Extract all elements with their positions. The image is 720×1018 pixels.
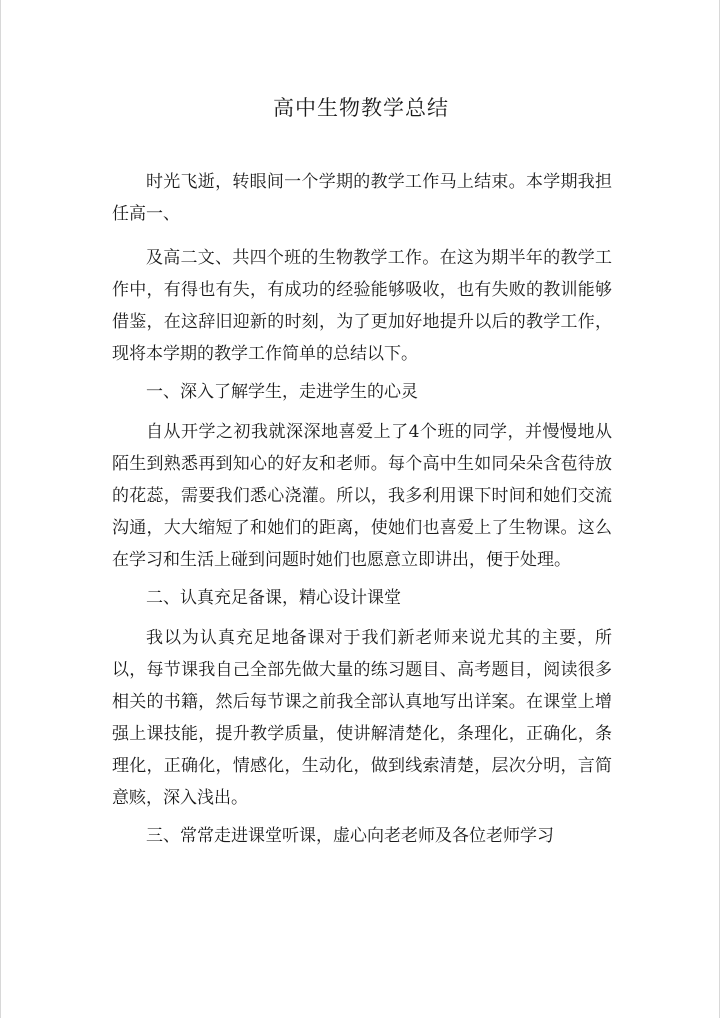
paragraph-intro: 时光飞逝，转眼间一个学期的教学工作马上结束。本学期我担任高一、	[112, 172, 612, 224]
section-heading-3: 三、常常走进课堂听课，虚心向老老师及各位老师学习	[146, 826, 554, 846]
document-body	[112, 166, 612, 860]
paragraph-section-2: 我以为认真充足地备课对于我们新老师来说尤其的主要，所以，每节课我自己全部先做大量的练习题目、高考题目，阅读很多相关的书籍，然后每节课之前我全部认真地写出详案。在课堂上增强上课技能，提升教学质量，使讲解清楚化，条理化，正确化，条理化，正确化，情感化，生动化，做到线索清楚，层次分明，言简意赅，深入浅出。	[112, 628, 612, 808]
paragraph-overview: 及高二文、共四个班的生物教学工作。在这为期半年的教学工作中，有得也有失，有成功的经验能够吸收，也有失败的教训能够借鉴，在这辞旧迎新的时刻，为了更加好地提升以后的教学工作，现将本学期的教学工作简单的总结以下。	[112, 248, 612, 364]
section-heading-2: 二、认真充足备课，精心设计课堂	[146, 588, 401, 608]
paragraph-section-1: 自从开学之初我就深深地喜爱上了4个班的同学，并慢慢地从陌生到熟悉再到知心的好友和老师。每个高中生如同朵朵含苞待放的花蕊，需要我们悉心浇灌。所以，我多利用课下时间和她们交流沟通，大大缩短了和她们的距离，使她们也喜爱上了生物课。这么在学习和生活上碰到问题时她们也愿意立即讲出，便于处理。	[112, 422, 612, 570]
document-title: 高中生物教学总结	[273, 96, 449, 120]
section-heading-1: 一、深入了解学生，走进学生的心灵	[146, 382, 418, 402]
